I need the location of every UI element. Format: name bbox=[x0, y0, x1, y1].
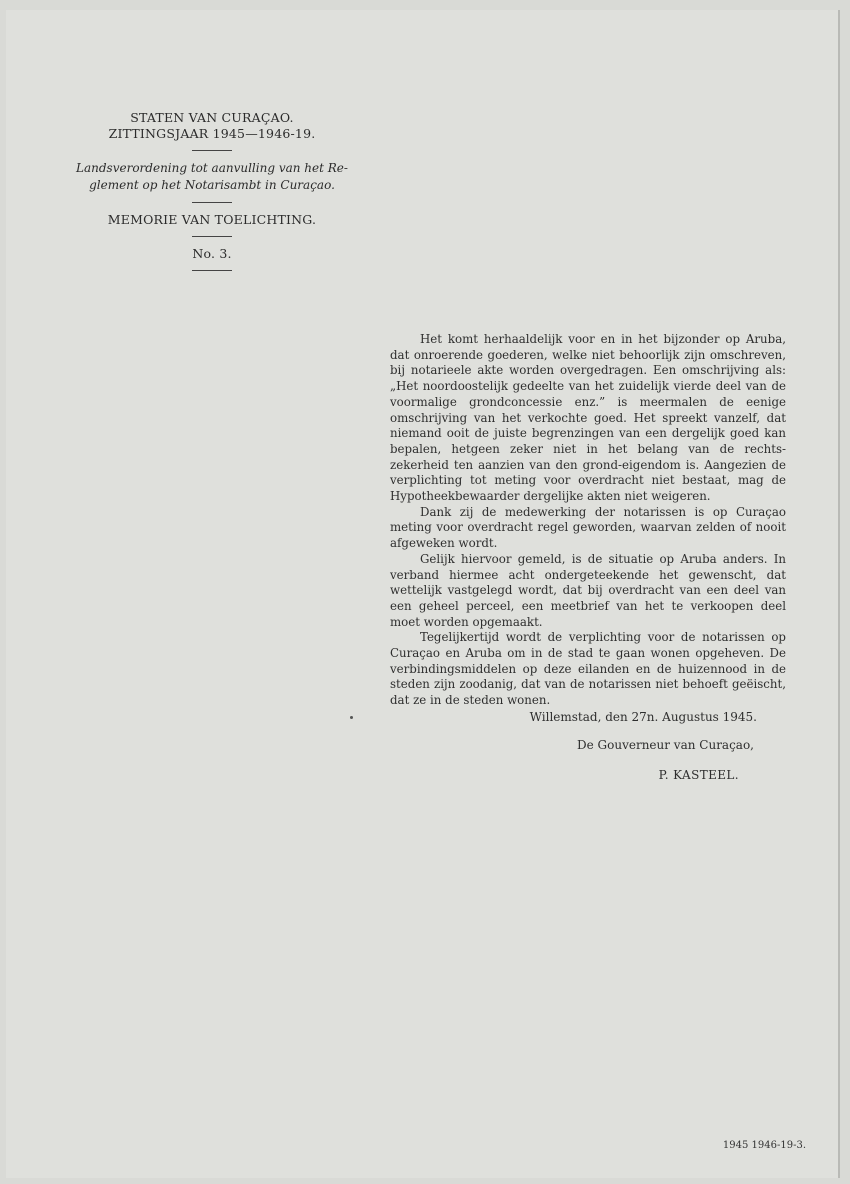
document-body bbox=[390, 332, 786, 709]
place-date-line: Willemstad, den 27n. Augustus 1945. bbox=[529, 710, 757, 724]
doc-type-heading: MEMORIE VAN TOELICHTING. bbox=[107, 212, 317, 227]
title-line-2: glement op het Notarisambt in Curaçao. bbox=[89, 178, 335, 192]
divider bbox=[192, 236, 232, 237]
header-line-2: ZITTINGSJAAR 1945—1946-19. bbox=[108, 126, 316, 141]
footer-code: 1945 1946-19-3. bbox=[722, 1140, 806, 1151]
title-line-1: Landsverordening tot aanvulling van het Re- bbox=[76, 161, 348, 175]
signatory-name: P. KASTEEL. bbox=[658, 768, 739, 782]
header-line-1: STATEN VAN CURAÇAO. bbox=[130, 110, 294, 125]
divider bbox=[192, 150, 232, 151]
signatory-role: De Gouverneur van Curaçao, bbox=[577, 738, 754, 752]
divider bbox=[192, 270, 232, 271]
paragraph: Tegelijkertijd wordt de verplichting voor de notarissen op Curaçao en Aruba om in de stad te gaan wonen opgeheven. De verbindingsmiddelen op deze eilanden en de huizennood in de steden zijn zoodanig, dat van de notarissen niet behoeft geëischt, dat ze in de steden wonen. bbox=[390, 630, 786, 708]
document-number: No. 3. bbox=[192, 246, 232, 261]
paragraph: Dank zij de medewerking der notarissen is op Curaçao meting voor overdracht regel geworden, waarvan zelden of nooit afgeweken wordt. bbox=[390, 504, 786, 551]
paragraph: Het komt herhaaldelijk voor en in het bijzonder op Aruba, dat onroerende goederen, welke niet behoorlijk zijn omschreven, bij notarieele akte worden overgedragen. Een omschrijving als: „Het noordoostelijk gedeelte van het zuidelijk vierde deel van de voormalige grondconcessie enz.” is meermalen de eenige omschrijving van het verkochte goed. Het spreekt vanzelf, dat niemand ooit de juiste begrenzingen van een dergelijk goed kan bepalen, hetgeen zeker niet in het belang van de rechts-zekerheid ten aanzien van den grond-eigendom is. Aangezien de verplichting tot meting voor overdracht niet bestaat, mag de Hypotheekbewaarder dergelijke akten niet weigeren. bbox=[390, 332, 786, 504]
divider bbox=[192, 202, 232, 203]
document-header bbox=[74, 110, 350, 280]
paper-speck bbox=[350, 716, 353, 719]
paragraph: Gelijk hiervoor gemeld, is de situatie op Aruba anders. In verband hiermee acht ondergeteekende het gewenscht, dat wettelijk vastgelegd wordt, dat bij overdracht van een deel van een geheel perceel, een meetbrief van het te verkoopen deel moet worden opgemaakt. bbox=[390, 551, 786, 629]
